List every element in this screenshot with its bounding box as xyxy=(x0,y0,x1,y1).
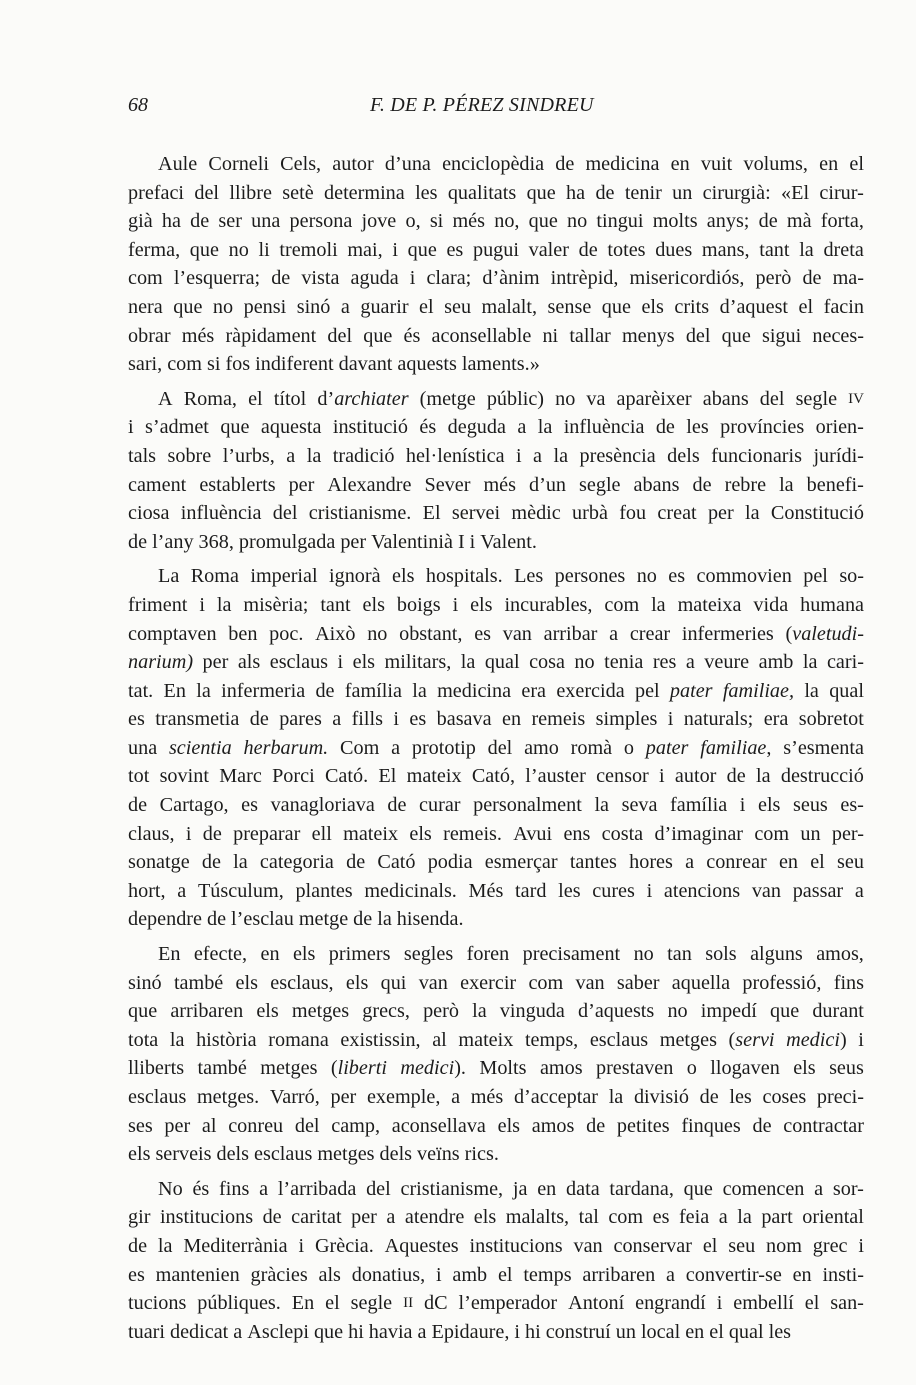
text-line: nera que no pensi sinó a guarir el seu malalt, sense que els crits d’aquest el facin xyxy=(128,295,864,318)
text-line: sari, com si fos indiferent davant aquests laments.» xyxy=(128,353,540,376)
text-line: els serveis dels esclaus metges dels veïns rics. xyxy=(128,1143,499,1166)
text-line: tat. En la infermeria de família la medicina era exercida pel pater familiae, la qual xyxy=(128,679,864,702)
text-line: hort, a Túsculum, plantes medicinals. Més tard les cures i atencions van passar a xyxy=(128,879,864,902)
text-line: prefaci del llibre setè determina les qualitats que ha de tenir un cirurgià: «El cirur- xyxy=(128,181,864,204)
text-line: es mantenien gràcies als donatius, i amb el temps arribaren a convertir-se en insti- xyxy=(128,1263,864,1286)
text-line: No és fins a l’arribada del cristianisme, ja en data tardana, que comencen a sor- xyxy=(158,1177,864,1200)
text-line: dependre de l’esclau metge de la hisenda. xyxy=(128,908,464,931)
body-text xyxy=(128,150,864,1346)
text-line: A Roma, el títol d’archiater (metge públic) no va aparèixer abans del segle IV xyxy=(158,387,864,410)
text-line: sonatge de la categoria de Cató podia esmerçar tantes hores a conrear en el seu xyxy=(128,851,864,874)
paragraph xyxy=(128,150,864,379)
text-line: tot sovint Marc Porci Cató. El mateix Cató, l’auster censor i autor de la destrucció xyxy=(128,765,864,788)
text-line: Aule Corneli Cels, autor d’una enciclopèdia de medicina en vuit volums, en el xyxy=(158,153,864,175)
text-line: ferma, que no li tremoli mai, i que es pugui valer de totes dues mans, tant la dreta xyxy=(128,238,864,261)
text-line: claus, i de preparar ell mateix els remeis. Avui ens costa d’imaginar com un per- xyxy=(128,822,864,845)
text-line: già ha de ser una persona jove o, si més no, que no tingui molts anys; de mà forta, xyxy=(128,210,864,233)
text-line: de l’any 368, promulgada per Valentinià I i Valent. xyxy=(128,530,537,553)
paragraph xyxy=(128,1175,864,1347)
text-line: narium) per als esclaus i els militars, la qual cosa no tenia res a veure amb la cari- xyxy=(128,651,864,674)
page-header xyxy=(128,91,864,119)
text-line: tuari dedicat a Asclepi que hi havia a Epidaure, i hi construí un local en el qual les xyxy=(128,1320,792,1343)
text-line: En efecte, en els primers segles foren precisament no tan sols alguns amos, xyxy=(158,943,864,966)
text-line: cament establerts per Alexandre Sever més d’un segle abans de rebre la benefi- xyxy=(128,473,864,496)
text-line: tals sobre l’urbs, a la tradició hel·lenística i a la presència dels funcionaris jurídi- xyxy=(128,444,864,467)
text-line: com l’esquerra; de vista aguda i clara; d’ànim intrèpid, misericordiós, però de ma- xyxy=(128,267,864,290)
text-line: ses per al conreu del camp, aconsellava els amos de petites finques de contractar xyxy=(128,1114,864,1137)
text-line: gir institucions de caritat per a atendre els malalts, tal com es feia a la part oriental xyxy=(128,1206,864,1229)
paragraph xyxy=(128,385,864,557)
text-line: tota la història romana existissin, al mateix temps, esclaus metges (servi medici) i xyxy=(128,1028,864,1051)
text-line: ciosa influència del cristianisme. El servei mèdic urbà fou creat per la Constitució xyxy=(128,502,864,525)
text-line: friment i la misèria; tant els boigs i els incurables, com la mateixa vida humana xyxy=(128,593,864,616)
text-line: comptaven ben poc. Això no obstant, es van arribar a crear infermeries (valetudi- xyxy=(128,622,864,645)
text-line: de la Mediterrània i Grècia. Aquestes institucions van conservar el seu nom grec i xyxy=(128,1234,864,1257)
running-head: F. DE P. PÉREZ SINDREU xyxy=(370,94,594,116)
text-line: obrar més ràpidament del que és aconsellable ni tallar menys del que sigui neces- xyxy=(128,324,864,347)
text-line: sinó també els esclaus, els qui van exercir com van saber aquella professió, fins xyxy=(128,971,864,994)
text-line: esclaus metges. Varró, per exemple, a més d’acceptar la divisió de les coses preci- xyxy=(128,1086,864,1108)
page-number: 68 xyxy=(128,94,148,116)
text-line: es transmetia de pares a fills i es basava en remeis simples i naturals; era sobretot xyxy=(128,708,864,731)
text-line: tucions públiques. En el segle II dC l’emperador Antoní engrandí i embellí el san- xyxy=(128,1292,864,1315)
paragraph xyxy=(128,940,864,1169)
text-line: una scientia herbarum. Com a prototip del amo romà o pater familiae, s’esmenta xyxy=(128,736,864,759)
text-line: i s’admet que aquesta institució és deguda a la influència de les províncies orien- xyxy=(128,416,864,439)
text-line: La Roma imperial ignorà els hospitals. Les persones no es commovien pel so- xyxy=(158,565,864,588)
text-line: que arribaren els metges grecs, però la vinguda d’aquests no impedí que durant xyxy=(128,1000,864,1023)
text-line: de Cartago, es vanagloriava de curar personalment la seva família i els seus es- xyxy=(128,794,864,817)
text-line: lliberts també metges (liberti medici). Molts amos prestaven o llogaven els seus xyxy=(128,1057,864,1080)
paragraph xyxy=(128,562,864,934)
